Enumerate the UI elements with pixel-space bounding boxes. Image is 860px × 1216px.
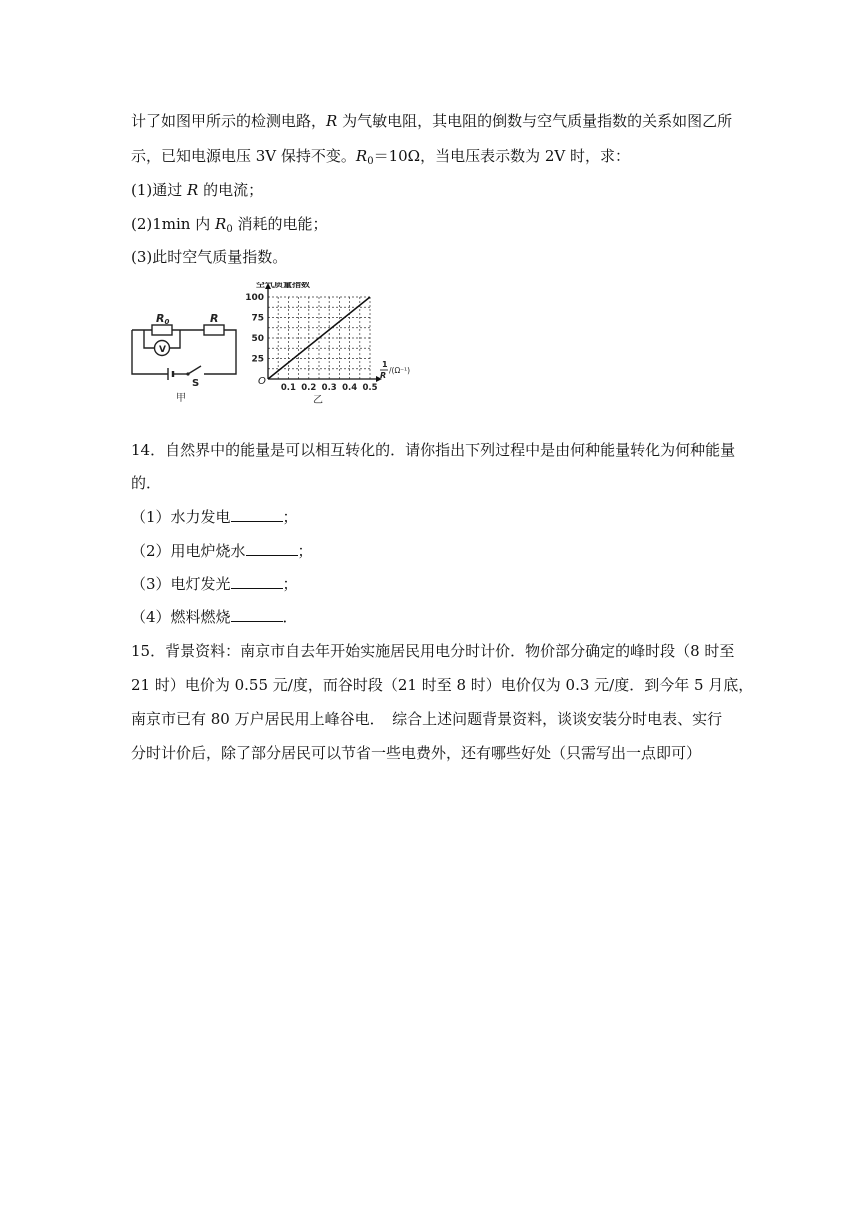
y-tick-label: 75: [251, 313, 264, 324]
item-label: （4）燃料燃烧: [131, 608, 231, 626]
p15-line4: [131, 743, 731, 763]
item-end: ．: [282, 608, 298, 626]
resistor-r: [204, 325, 224, 335]
p13-var-r0: R: [355, 147, 368, 165]
caption-jia: 甲: [176, 393, 186, 404]
p15-line3: [131, 709, 731, 729]
x-tick-label: 0.4: [342, 383, 358, 393]
p14-item-2: [131, 541, 731, 561]
p13-var-r: R: [326, 112, 338, 130]
y-tick-label: 100: [245, 293, 264, 303]
p15-line2: [131, 675, 754, 695]
q1-text: 的电流；: [198, 181, 264, 199]
circuit-diagram: [132, 325, 236, 380]
answer-blank[interactable]: [231, 507, 283, 522]
item-end: ；: [282, 575, 298, 593]
figure-svg: [126, 282, 426, 407]
x-label-numerator: 1: [382, 360, 388, 369]
p15-text: 15．背景资料：南京市自去年开始实施居民用电分时计价．物价部分确定的峰时段（8 时至: [131, 642, 735, 660]
resistor-r0: [152, 325, 172, 335]
q2-text: 消耗的电能；: [232, 215, 328, 233]
y-tick-label: 50: [251, 334, 264, 344]
switch-pivot: [186, 372, 189, 375]
item-label: （3）电灯发光: [131, 575, 231, 593]
x-label-unit: /(Ω⁻¹): [389, 366, 411, 375]
x-tick-label: 0.2: [301, 383, 317, 393]
x-tick-label: 0.5: [362, 383, 378, 393]
p13-figure: [126, 282, 426, 407]
p13-question-1: [131, 180, 731, 200]
p13-intro-line2: [131, 146, 731, 172]
p13-subscript: 0: [367, 156, 374, 167]
p13-question-3: [131, 247, 731, 267]
item-end: ；: [297, 542, 313, 560]
p13-text: 示，已知电源电压 3V 保持不变。: [131, 147, 356, 165]
p13-text: 为气敏电阻，其电阻的倒数与空气质量指数的关系如图乙所: [337, 112, 733, 130]
circuit-wire-right: [204, 330, 236, 374]
p14-text: 的．: [131, 474, 162, 492]
answer-blank[interactable]: [246, 541, 298, 556]
origin-label: O: [258, 376, 266, 387]
q1-text: (1)通过: [131, 181, 188, 199]
p14-item-4: [131, 607, 731, 627]
item-end: ；: [282, 508, 298, 526]
q2-text: (2)1min 内: [131, 215, 216, 233]
y-axis-title: 空气质量指数: [256, 282, 311, 290]
x-label-denominator: R: [380, 371, 387, 380]
x-tick-label: 0.1: [280, 383, 296, 393]
label-r: R: [210, 312, 219, 325]
p13-question-2: [131, 214, 731, 240]
p14-item-3: [131, 574, 731, 594]
p14-stem-line1: [131, 440, 736, 460]
p13-text: 计了如图甲所示的检测电路，: [131, 112, 327, 130]
caption-yi: 乙: [313, 395, 323, 406]
p15-text: 分时计价后，除了部分居民可以节省一些电费外，还有哪些好处（只需写出一点即可）: [131, 744, 702, 762]
p14-text: 14．自然界中的能量是可以相互转化的．请你指出下列过程中是由何种能量转化为何种能量: [131, 441, 736, 459]
p13-intro-line1: [131, 111, 731, 131]
q3-text: (3)此时空气质量指数。: [131, 248, 288, 266]
p15-text: 21 时）电价为 0.55 元/度，而谷时段（21 时至 8 时）电价仅为 0.3 元/度．到今年 5 月底，: [131, 676, 754, 694]
q1-var-r: R: [187, 181, 199, 199]
answer-blank[interactable]: [231, 574, 283, 589]
item-label: （1）水力发电: [131, 508, 231, 526]
q2-var-r0: R: [215, 215, 227, 233]
item-label: （2）用电炉烧水: [131, 542, 246, 560]
label-r0: R0: [156, 312, 170, 326]
p14-stem-line2: [131, 473, 731, 493]
p15-line1: [131, 641, 735, 661]
voltmeter-label: V: [159, 345, 166, 355]
p14-item-1: [131, 507, 731, 527]
aqi-graph: [245, 282, 410, 393]
q2-subscript: 0: [226, 224, 233, 235]
p15-text: 南京市已有 80 万户居民用上峰谷电． 综合上述问题背景资料，谈谈安装分时电表、实行: [131, 710, 723, 728]
y-tick-label: 25: [251, 354, 264, 365]
answer-blank[interactable]: [231, 607, 283, 622]
p13-text: ＝10Ω，当电压表示数为 2V 时，求：: [373, 147, 631, 165]
switch-label: S: [192, 378, 200, 389]
x-tick-label: 0.3: [321, 383, 337, 393]
switch-lever: [188, 366, 201, 374]
